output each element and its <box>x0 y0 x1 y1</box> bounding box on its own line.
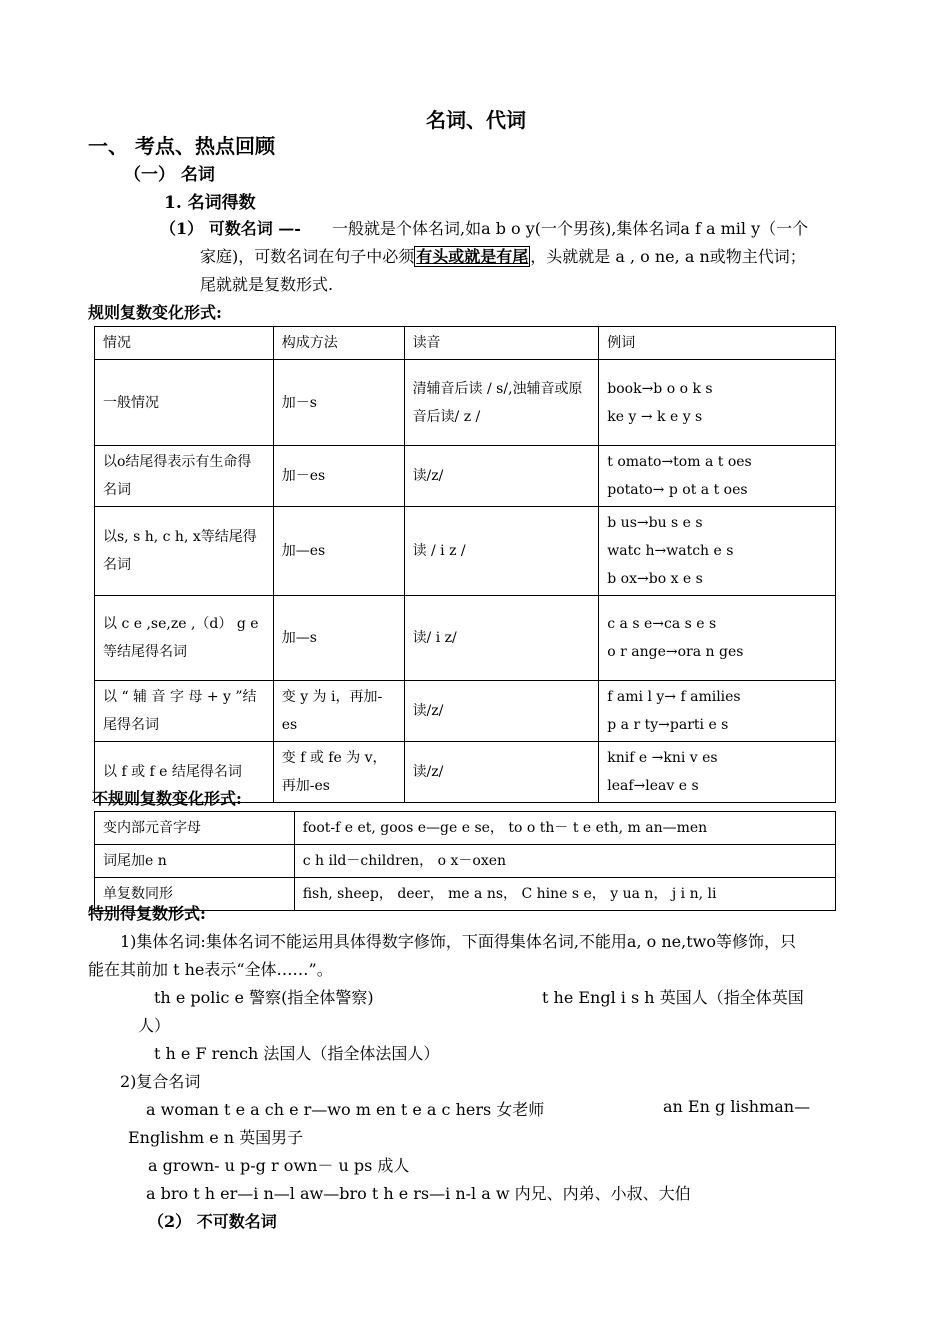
header-method: 构成方法 <box>273 327 404 360</box>
table-row <box>95 845 836 878</box>
cell-situation: 一般情况 <box>95 360 274 446</box>
table-row <box>95 812 836 845</box>
cell-examples <box>599 681 836 742</box>
section-heading: 一、 考点、热点回顾 <box>88 134 275 158</box>
example-english-cont: 人） <box>138 1016 171 1035</box>
countable-text-line3: 尾就就是复数形式. <box>200 275 334 294</box>
regular-plural-table <box>94 326 836 803</box>
cell-label: 词尾加e n <box>95 845 295 878</box>
table-row <box>95 507 836 596</box>
countable-label: （1） 可数名词 —- <box>160 219 301 238</box>
cell-pronunciation: 读/z/ <box>404 742 599 803</box>
special-heading: 特别得复数形式: <box>88 904 206 923</box>
cell-situation: 以 f 或 f e 结尾得名词 <box>95 742 274 803</box>
example-line: watc h→watch e s <box>607 543 734 559</box>
header-pronunciation: 读音 <box>404 327 599 360</box>
cell-method: 变 f 或 fe 为 v，再加-es <box>273 742 404 803</box>
cell-pronunciation: 读/ i z/ <box>404 596 599 681</box>
regular-heading: 规则复数变化形式: <box>88 303 222 322</box>
special-p1-line1: 1)集体名词:集体名词不能运用具体得数字修饰，下面得集体名词,不能用a, o ne,two等修饰，只 <box>120 932 796 951</box>
cell-examples <box>599 446 836 507</box>
table-row <box>95 681 836 742</box>
example-line: b us→bu s e s <box>607 515 703 531</box>
example-line: p a r ty→parti e s <box>607 717 729 733</box>
table-row <box>95 596 836 681</box>
table-row <box>95 446 836 507</box>
highlight-box: 有头或就是有尾 <box>416 247 529 266</box>
cell-method: 变 y 为 i，再加-es <box>273 681 404 742</box>
example-police: th e polic e 警察(指全体警察) <box>154 988 374 1007</box>
countable-text-pre: 家庭)，可数名词在句子中必须 <box>200 247 415 266</box>
example-line: b ox→bo x e s <box>607 571 703 587</box>
example-line: book→b o o k s <box>607 380 713 397</box>
page-title: 名词、代词 <box>426 108 526 132</box>
cell-method: 加－es <box>273 446 404 507</box>
cell-examples <box>599 596 836 681</box>
cell-pronunciation: 读/z/ <box>404 681 599 742</box>
header-situation: 情况 <box>95 327 274 360</box>
example-french: t h e F rench 法国人（指全体法国人） <box>154 1044 440 1063</box>
header-examples: 例词 <box>599 327 836 360</box>
cell-label: 变内部元音字母 <box>95 812 295 845</box>
countable-text-post: ，头就就是 a , o ne, a n或物主代词； <box>530 247 806 266</box>
example-line: ke y → k e y s <box>607 408 703 425</box>
cell-pronunciation: 清辅音后读 / s/,浊辅音或原音后读/ z / <box>404 360 599 446</box>
cell-situation: 以s, s h, c h, x等结尾得名词 <box>95 507 274 596</box>
example-line: knif e →kni v es <box>607 750 718 766</box>
subsubsection-heading: 1. 名词得数 <box>164 193 256 213</box>
table-header-row <box>95 327 836 360</box>
example-line: leaf→leav e s <box>607 778 699 794</box>
countable-text-line2 <box>200 244 806 267</box>
irregular-plural-table <box>94 811 836 911</box>
cell-examples <box>599 360 836 446</box>
example-brother-in-law: a bro t h er—i n—l aw—bro t h e rs—i n-l a w 内兄、内弟、小叔、大伯 <box>146 1184 691 1203</box>
cell-examples: fish, sheep， deer， me a ns， C hine s e， y ua n， j i n, li <box>294 878 835 911</box>
cell-method: 加—s <box>273 596 404 681</box>
example-english: t he Engl i s h 英国人（指全体英国 <box>542 988 804 1007</box>
irregular-heading: 不规则复数变化形式: <box>92 789 242 808</box>
cell-situation: 以o结尾得表示有生命得名词 <box>95 446 274 507</box>
example-englishman: an En g lishman— <box>663 1097 811 1116</box>
cell-method: 加—es <box>273 507 404 596</box>
cell-situation: 以 c e ,se,ze ,（d） g e等结尾得名词 <box>95 596 274 681</box>
example-englishmen: Englishm e n 英国男子 <box>128 1128 304 1147</box>
example-line: c a s e→ca s e s <box>607 616 717 632</box>
cell-examples: c h ild－children， o x－oxen <box>294 845 835 878</box>
example-line: t omato→tom a t oes <box>607 454 752 470</box>
special-p1-line2: 能在其前加 t he表示“全体……”。 <box>88 960 333 979</box>
cell-method: 加－s <box>273 360 404 446</box>
subsection-heading: （一） 名词 <box>124 165 215 185</box>
cell-examples <box>599 742 836 803</box>
table-row <box>95 360 836 446</box>
cell-situation: 以 “ 辅 音 字 母 + y ”结尾得名词 <box>95 681 274 742</box>
countable-text-line1: 一般就是个体名词,如a b o y(一个男孩),集体名词a f a mil y（一个 <box>332 219 809 238</box>
cell-examples <box>599 507 836 596</box>
cell-examples: foot-f e et, goos e—ge e se， to o th－ t e eth, m an—men <box>294 812 835 845</box>
example-woman-teacher: a woman t e a ch e r—wo m en t e a c hers 女老师 <box>146 1100 545 1119</box>
example-line: f ami l y→ f amilies <box>607 689 741 705</box>
example-line: o r ange→ora n ges <box>607 644 744 660</box>
example-line: potato→ p ot a t oes <box>607 482 748 498</box>
uncountable-heading: （2） 不可数名词 <box>148 1212 277 1231</box>
cell-pronunciation: 读/z/ <box>404 446 599 507</box>
cell-label: 单复数同形 <box>95 878 295 911</box>
special-p2: 2)复合名词 <box>120 1072 201 1091</box>
example-grownup: a grown- u p-g r own－ u ps 成人 <box>148 1156 410 1175</box>
cell-pronunciation: 读 / i z / <box>404 507 599 596</box>
